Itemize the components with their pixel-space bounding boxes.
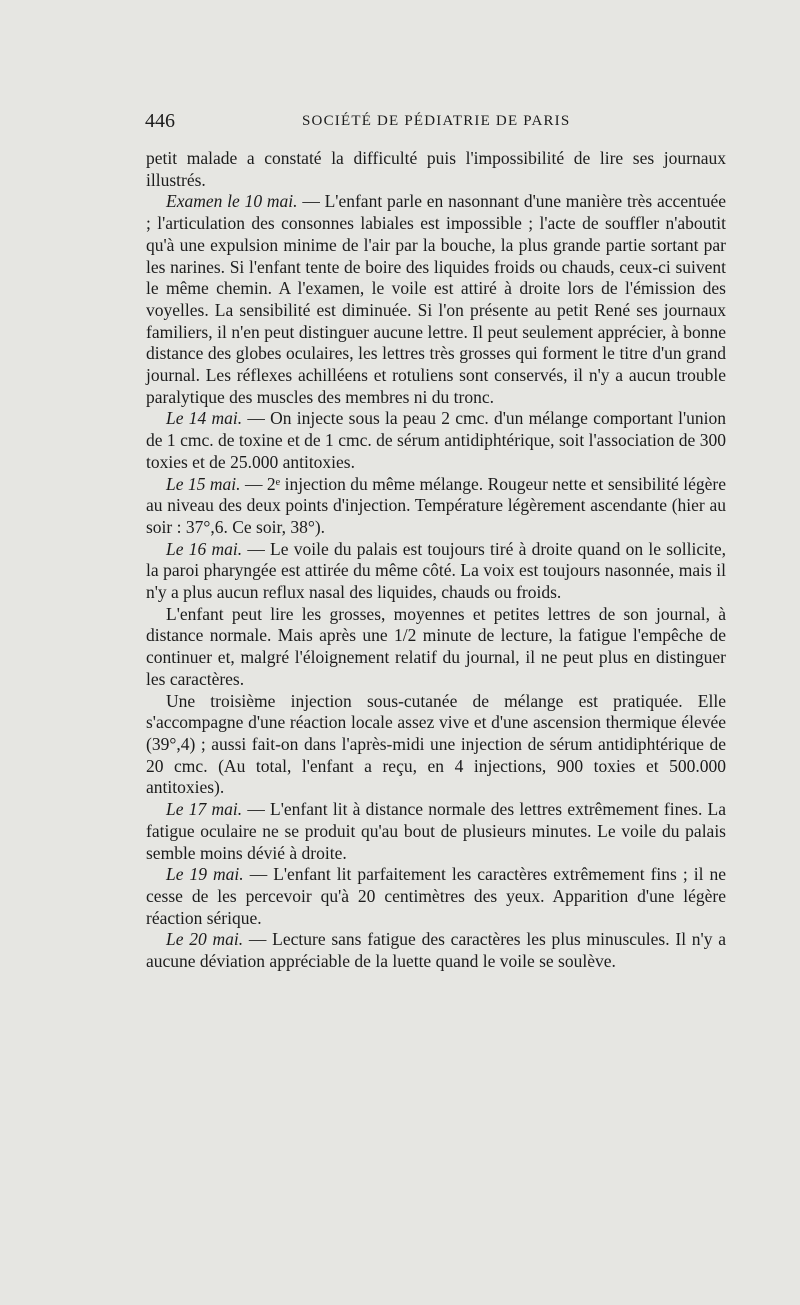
paragraph: [146, 191, 726, 408]
paragraph-lead: Le 17 mai.: [166, 799, 243, 820]
page-number: 446: [145, 110, 175, 132]
paragraph: [146, 604, 726, 691]
paragraph-text: — 2ᵉ injection du même mélange. Rougeur nette et sensibilité légère au niveau des deux points d'injection. Température légèrement ascendante (hier au soir : 37°,6. Ce soir, 38°).: [146, 473, 726, 537]
paragraph-text: — Le voile du palais est toujours tiré à droite quand on le sollicite, la paroi pharyngée est attirée du même côté. La voix est toujours nasonnée, mais il n'y a plus aucun reflux nasal des liquides, chauds ou froids.: [146, 538, 726, 603]
paragraph: [146, 864, 726, 929]
paragraph: [146, 148, 726, 191]
paragraph: [146, 408, 726, 473]
paragraph: [146, 474, 726, 539]
paragraph-text: — L'enfant parle en nasonnant d'une manière très accentuée ; l'articulation des consonnes labiales est impossible ; l'acte de souffler n'aboutit qu'à une expulsion minime de l'air par la bouche, la plus grande partie sortant par les narines. Si l'enfant tente de boire des liquides froids ou chauds, ceux-ci suivent le même chemin. A l'examen, le voile est attiré à droite lors de l'émission des voyelles. La sensibilité est diminuée. Si l'on présente au petit René ses journaux familiers, il n'en peut distinguer aucune lettre. Il peut seulement apprécier, à bonne distance des globes oculaires, les lettres très grosses qui forment le titre d'un grand journal. Les réflexes achilléens et rotuliens sont conservés, il n'y a aucun trouble paralytique des muscles des membres ni du tronc.: [146, 191, 726, 407]
paragraph-text: — L'enfant lit à distance normale des lettres extrêmement fines. La fatigue oculaire ne se produit qu'au bout de plusieurs minutes. Le voile du palais semble moins dévié à droite.: [146, 799, 727, 863]
page-header: [145, 110, 745, 140]
paragraph-lead: Le 15 mai.: [166, 473, 241, 494]
paragraph-text: — On injecte sous la peau 2 cmc. d'un mélange comportant l'union de 1 cmc. de toxine et de 1 cmc. de sérum antidiphtérique, soit l'association de 300 toxies et de 25.000 antitoxies.: [146, 408, 727, 472]
paragraph-text: — L'enfant lit parfaitement les caractères extrêmement fins ; il ne cesse de les percevoir qu'à 20 centimètres des yeux. Apparition d'une légère réaction sérique.: [146, 864, 727, 928]
paragraph-text: — Lecture sans fatigue des caractères les plus minuscules. Il n'y a aucune déviation appréciable de la luette quand le voile se soulève.: [146, 929, 726, 972]
paragraph-text: Une troisième injection sous-cutanée de mélange est pratiquée. Elle s'accompagne d'une réaction locale assez vive et d'une ascension thermique élevée (39°,4) ; aussi fait-on dans l'après-midi une injection de sérum antidiphtérique de 20 cmc. (Au total, l'enfant a reçu, en 4 injections, 900 toxies et 500.000 antitoxies).: [146, 690, 726, 798]
paragraph-lead: Le 16 mai.: [166, 538, 243, 559]
paragraph: [146, 929, 726, 972]
paragraph-text: L'enfant peut lire les grosses, moyennes et petites lettres de son journal, à distance normale. Mais après une 1/2 minute de lecture, la fatigue l'empêche de continuer et, malgré l'éloignement relatif du journal, il ne peut plus en distinguer les caractères.: [146, 603, 726, 689]
paragraph-lead: Examen le 10 mai.: [166, 191, 298, 212]
paragraph-lead: Le 19 mai.: [166, 864, 244, 885]
paragraph: [146, 539, 726, 604]
paragraph-text: petit malade a constaté la difficulté puis l'impossibilité de lire ses journaux illustrés.: [146, 148, 726, 190]
paragraph-lead: Le 20 mai.: [166, 929, 244, 950]
body-text: [146, 148, 726, 973]
paragraph: [146, 799, 726, 864]
paragraph: [146, 691, 726, 800]
paragraph-lead: Le 14 mai.: [166, 408, 243, 429]
running-title: SOCIÉTÉ DE PÉDIATRIE DE PARIS: [302, 113, 571, 129]
